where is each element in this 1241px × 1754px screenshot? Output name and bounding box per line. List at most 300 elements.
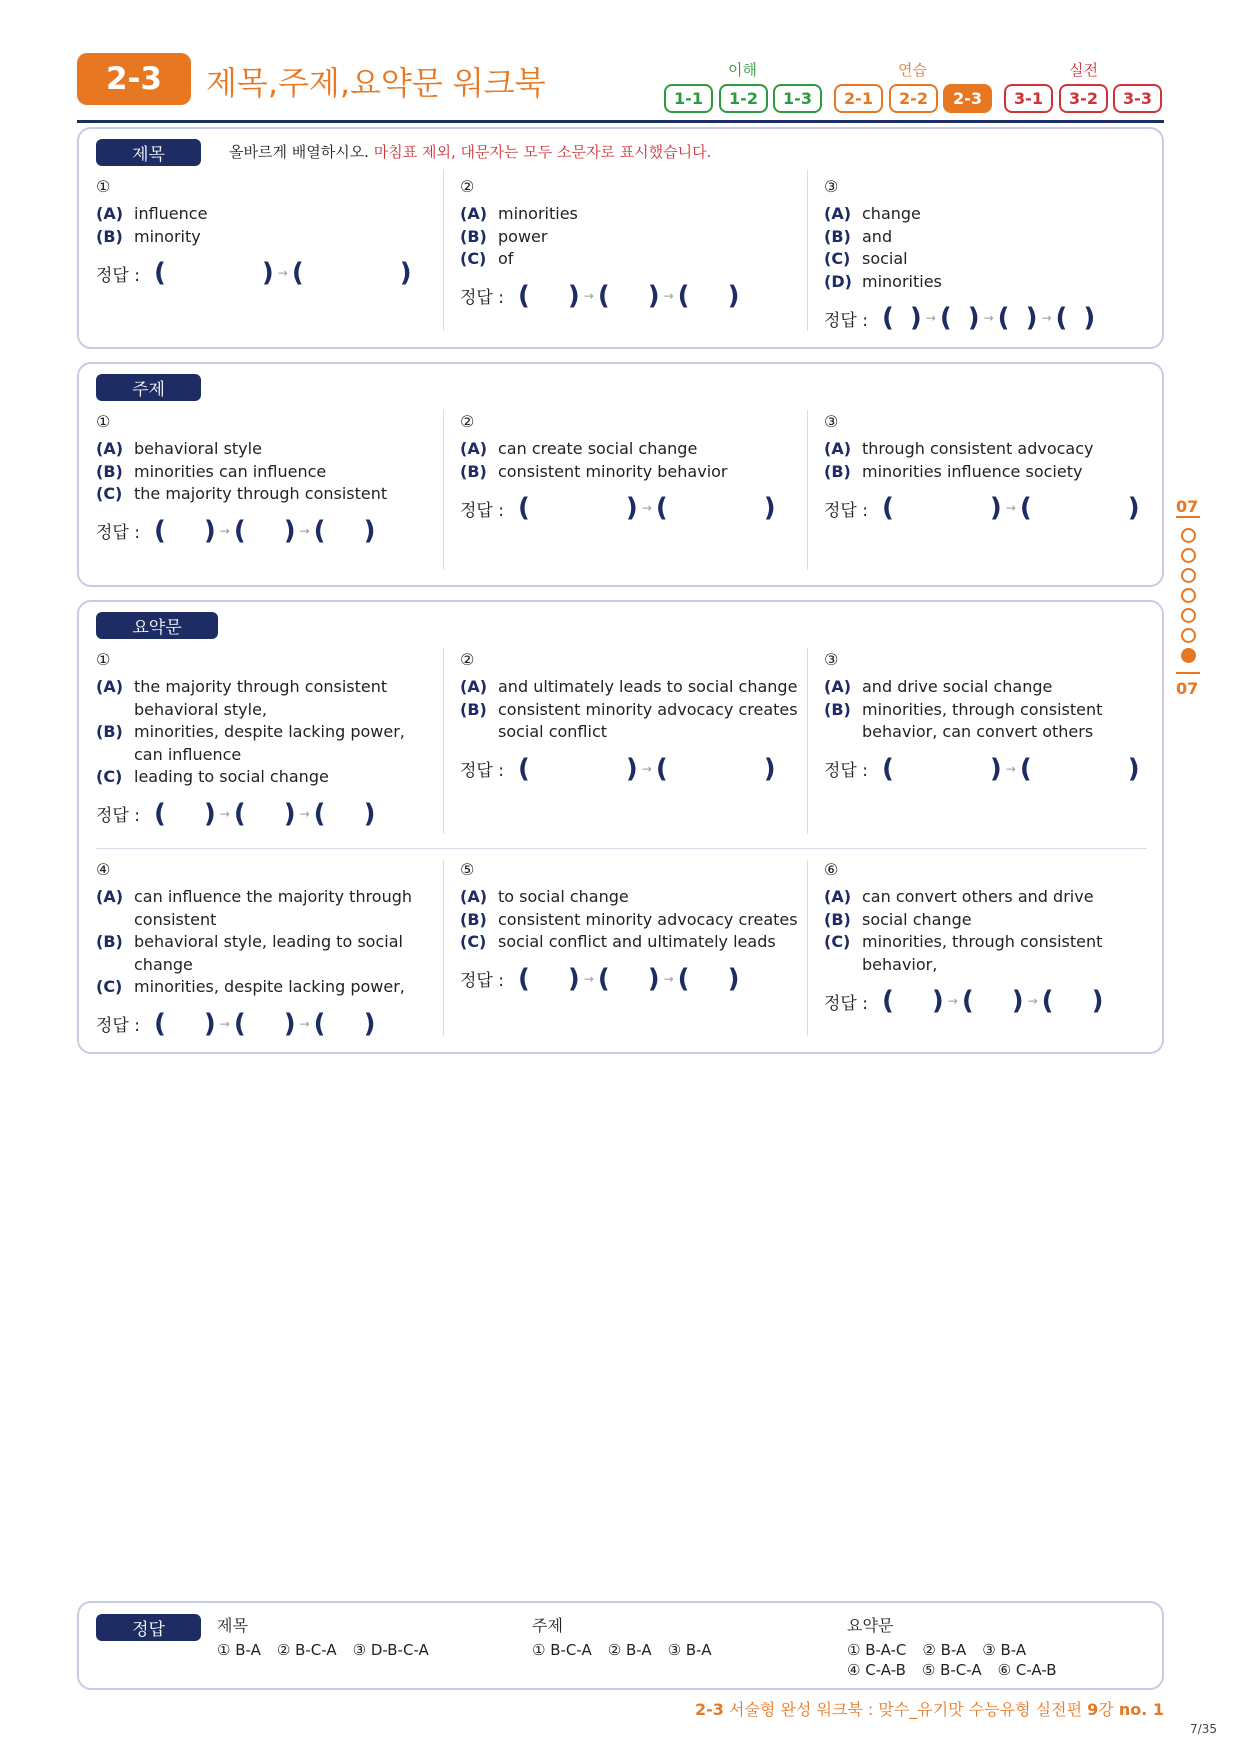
side-page-number-bottom: 07 xyxy=(1176,679,1199,698)
paren-open: ( xyxy=(1055,303,1068,334)
option-item xyxy=(460,438,800,461)
option-text: consistent minority advocacy creates xyxy=(498,909,798,929)
arrow-icon: → xyxy=(641,761,652,776)
answer-blank-row[interactable] xyxy=(460,493,800,523)
option-item xyxy=(96,438,436,461)
option-item xyxy=(96,931,436,976)
footer-lecture-suffix: 강 xyxy=(1098,1700,1114,1719)
topic-question-1 xyxy=(96,412,436,546)
option-label: (A) xyxy=(460,204,488,223)
paren-open: ( xyxy=(597,280,610,311)
paren-close: ) xyxy=(363,1008,376,1039)
option-item xyxy=(96,676,436,721)
nav-button-3-1[interactable]: 3-1 xyxy=(1004,84,1053,113)
paren-open: ( xyxy=(313,1008,326,1039)
option-text: minorities, despite lacking power, xyxy=(134,977,405,997)
option-item xyxy=(824,461,1164,484)
summary-section xyxy=(77,600,1164,1054)
footer xyxy=(695,1697,1164,1720)
option-item xyxy=(824,909,1164,932)
answer-blank-row[interactable] xyxy=(824,493,1164,523)
paren-open: ( xyxy=(997,303,1010,334)
nav-group-understand: 이해 xyxy=(728,61,757,79)
option-item xyxy=(96,766,436,789)
answer-label: 정답 : xyxy=(96,265,140,286)
paren-open: ( xyxy=(153,515,166,546)
option-item xyxy=(460,203,800,226)
option-label: (B) xyxy=(96,722,123,742)
option-item xyxy=(96,976,436,999)
option-item xyxy=(460,886,800,909)
paren-open: ( xyxy=(153,798,166,829)
summary-question-2 xyxy=(460,650,800,784)
option-text: minorities, through consistent behavior, can convert others xyxy=(862,699,1103,742)
paren-close: ) xyxy=(625,753,638,784)
option-item xyxy=(824,676,1164,699)
arrow-icon: → xyxy=(299,1016,310,1031)
paren-open: ( xyxy=(517,280,530,311)
arrow-icon: → xyxy=(219,1016,230,1031)
column-divider xyxy=(807,169,808,331)
option-item xyxy=(96,203,436,226)
column-divider xyxy=(443,169,444,331)
arrow-icon: → xyxy=(1041,311,1052,326)
answer-label: 정답 : xyxy=(824,500,868,521)
paren-close: ) xyxy=(567,280,580,311)
arrow-icon: → xyxy=(641,501,652,516)
option-text: minorities xyxy=(862,271,942,291)
option-label: (A) xyxy=(824,677,852,696)
paren-open: ( xyxy=(313,515,326,546)
option-item xyxy=(824,248,1164,271)
nav-button-1-2[interactable]: 1-2 xyxy=(719,84,768,113)
paren-close: ) xyxy=(283,1008,296,1039)
option-text: influence xyxy=(134,204,208,223)
option-text: social conflict and ultimately leads xyxy=(498,932,776,952)
column-divider xyxy=(443,860,444,1036)
paren-close: ) xyxy=(625,493,638,524)
answer-label: 정답 : xyxy=(96,523,140,544)
option-text: behavioral style xyxy=(134,439,262,458)
nav-button-1-1[interactable]: 1-1 xyxy=(664,84,713,113)
option-text: of xyxy=(498,249,514,269)
title-question-1 xyxy=(96,177,436,288)
paren-close: ) xyxy=(283,515,296,546)
option-item xyxy=(460,931,800,954)
answer-label: 정답 : xyxy=(824,761,868,782)
option-label: (B) xyxy=(824,699,851,719)
answer-blank-row[interactable] xyxy=(96,258,436,288)
nav-button-2-1[interactable]: 2-1 xyxy=(834,84,883,113)
arrow-icon: → xyxy=(1027,994,1038,1009)
option-text: social xyxy=(862,249,908,269)
option-label: (A) xyxy=(460,887,488,906)
answer-key-topic xyxy=(532,1613,727,1660)
answer-label: 정답 : xyxy=(824,310,868,331)
summary-question-6 xyxy=(824,860,1164,1016)
option-text: can convert others and drive xyxy=(862,887,1094,906)
option-item xyxy=(824,886,1164,909)
arrow-icon: → xyxy=(1005,501,1016,516)
paren-open: ( xyxy=(1019,753,1032,784)
title-section xyxy=(77,127,1164,349)
option-text: change xyxy=(862,204,921,223)
arrow-icon: → xyxy=(299,523,310,538)
option-item xyxy=(96,226,436,249)
page-title: 제목,주제,요약문 워크북 xyxy=(206,64,546,102)
option-label: (A) xyxy=(96,204,124,223)
option-label: (C) xyxy=(460,932,487,952)
summary-question-4 xyxy=(96,860,436,1039)
progress-dot-icon xyxy=(1181,528,1196,543)
paren-open: ( xyxy=(677,963,690,994)
option-item xyxy=(824,438,1164,461)
paren-close: ) xyxy=(1025,303,1038,334)
answer-blank-row[interactable] xyxy=(824,303,1164,333)
paren-open: ( xyxy=(597,963,610,994)
paren-close: ) xyxy=(399,258,412,289)
question-number: ① xyxy=(96,412,111,431)
title-question-2 xyxy=(460,177,800,311)
side-rule xyxy=(1176,672,1200,674)
topic-question-3 xyxy=(824,412,1164,523)
paren-close: ) xyxy=(763,753,776,784)
side-rule xyxy=(1176,516,1200,518)
option-text: and ultimately leads to social change xyxy=(498,677,798,696)
row-divider xyxy=(96,848,1147,849)
option-text: through consistent advocacy xyxy=(862,439,1094,458)
option-label: (A) xyxy=(96,887,124,906)
option-label: (B) xyxy=(460,909,487,929)
answer-key-line xyxy=(847,1660,1073,1680)
arrow-icon: → xyxy=(219,523,230,538)
summary-question-5 xyxy=(460,860,800,994)
question-number: ② xyxy=(460,177,475,196)
summary-question-3 xyxy=(824,650,1164,784)
answer-key-heading: 제목 xyxy=(217,1616,248,1635)
option-text: leading to social change xyxy=(134,767,329,787)
nav-button-2-2[interactable]: 2-2 xyxy=(889,84,938,113)
instruction-main: 올바르게 배열하시오. xyxy=(229,143,369,161)
option-label: (B) xyxy=(96,461,123,481)
title-question-3 xyxy=(824,177,1164,333)
section-tag-topic: 주제 xyxy=(96,374,201,401)
paren-close: ) xyxy=(1127,753,1140,784)
option-label: (C) xyxy=(96,484,123,504)
option-label: (B) xyxy=(824,461,851,481)
option-text: minorities, despite lacking power, can influence xyxy=(134,722,405,764)
arrow-icon: → xyxy=(663,971,674,986)
option-item xyxy=(460,248,800,271)
answer-blank-row[interactable] xyxy=(460,281,800,311)
column-divider xyxy=(807,648,808,834)
column-divider xyxy=(443,410,444,570)
option-label: (B) xyxy=(824,909,851,929)
instruction-note: 마침표 제외, 대문자는 모두 소문자로 표시했습니다. xyxy=(373,143,712,161)
nav-group-actual: 실전 xyxy=(1069,61,1098,79)
paren-open: ( xyxy=(153,1008,166,1039)
option-item xyxy=(824,226,1164,249)
paren-open: ( xyxy=(517,963,530,994)
footer-code: 2-3 xyxy=(695,1700,724,1719)
arrow-icon: → xyxy=(583,288,594,303)
progress-dot-icon xyxy=(1181,568,1196,583)
option-label: (C) xyxy=(824,932,851,952)
nav-button-3-2[interactable]: 3-2 xyxy=(1059,84,1108,113)
paren-close: ) xyxy=(727,963,740,994)
paren-open: ( xyxy=(881,753,894,784)
summary-question-1 xyxy=(96,650,436,829)
paren-close: ) xyxy=(1083,303,1096,334)
option-item xyxy=(460,676,800,699)
nav-button-2-3-active[interactable]: 2-3 xyxy=(943,84,992,113)
paren-open: ( xyxy=(655,493,668,524)
option-item xyxy=(824,699,1164,744)
question-number: ① xyxy=(96,650,111,669)
answer-blank-row[interactable] xyxy=(824,754,1164,784)
answer-blank-row[interactable] xyxy=(824,986,1164,1016)
answer-key-line xyxy=(217,1640,445,1660)
paren-open: ( xyxy=(291,258,304,289)
option-label: (A) xyxy=(824,204,852,223)
option-text: minorities can influence xyxy=(134,461,327,481)
answer-label: 정답 : xyxy=(96,1016,140,1037)
paren-close: ) xyxy=(1127,493,1140,524)
option-item xyxy=(96,721,436,766)
option-label: (A) xyxy=(460,439,488,458)
footer-lecture-number: 9 xyxy=(1087,1700,1099,1719)
paren-close: ) xyxy=(567,963,580,994)
answer-key-entry: ① B-A-C xyxy=(847,1641,907,1659)
footer-text: 서술형 완성 워크북 : 맞수_유기맛 수능유형 실전편 xyxy=(729,1700,1083,1719)
paren-close: ) xyxy=(647,280,660,311)
question-number: ④ xyxy=(96,860,111,879)
nav-group-practice: 연습 xyxy=(898,61,927,79)
progress-dot-icon xyxy=(1181,548,1196,563)
arrow-icon: → xyxy=(947,994,958,1009)
option-label: (B) xyxy=(824,226,851,246)
paren-open: ( xyxy=(881,986,894,1017)
paren-open: ( xyxy=(517,753,530,784)
option-label: (B) xyxy=(460,226,487,246)
option-text: consistent minority behavior xyxy=(498,461,728,481)
answer-label: 정답 : xyxy=(460,500,504,521)
option-label: (A) xyxy=(824,439,852,458)
option-text: and drive social change xyxy=(862,677,1053,696)
answer-blank-row[interactable] xyxy=(460,964,800,994)
paren-open: ( xyxy=(1019,493,1032,524)
paren-open: ( xyxy=(881,493,894,524)
progress-dot-filled-icon xyxy=(1181,648,1196,663)
paren-close: ) xyxy=(727,280,740,311)
paren-open: ( xyxy=(517,493,530,524)
question-number: ③ xyxy=(824,177,839,196)
answer-key-entry: ③ B-A xyxy=(667,1641,712,1659)
section-tag-title: 제목 xyxy=(96,139,201,166)
progress-dot-icon xyxy=(1181,588,1196,603)
arrow-icon: → xyxy=(1005,761,1016,776)
paren-open: ( xyxy=(153,258,166,289)
topic-question-2 xyxy=(460,412,800,523)
option-item xyxy=(460,909,800,932)
option-text: the majority through consistent behavioral style, xyxy=(134,677,388,719)
answer-label: 정답 : xyxy=(460,288,504,309)
option-text: social change xyxy=(862,909,972,929)
option-label: (A) xyxy=(96,677,124,696)
option-text: minorities, through consistent behavior, xyxy=(862,932,1103,974)
arrow-icon: → xyxy=(277,266,288,281)
option-text: behavioral style, leading to social change xyxy=(134,932,403,974)
paren-open: ( xyxy=(1041,986,1054,1017)
paren-close: ) xyxy=(261,258,274,289)
option-text: minority xyxy=(134,226,201,246)
answer-key-entry: ① B-C-A xyxy=(532,1641,592,1659)
topic-section xyxy=(77,362,1164,587)
footer-no: no. 1 xyxy=(1118,1700,1164,1719)
question-number: ② xyxy=(460,650,475,669)
option-label: (D) xyxy=(824,271,852,291)
option-item xyxy=(96,483,436,506)
page-number: 7/35 xyxy=(1190,1722,1217,1736)
progress-dot-icon xyxy=(1181,608,1196,623)
option-text: and xyxy=(862,226,893,246)
answer-key-tag: 정답 xyxy=(96,1614,201,1641)
answer-key-entry: ① B-A xyxy=(217,1641,261,1659)
paren-close: ) xyxy=(283,798,296,829)
option-item xyxy=(460,699,800,744)
answer-label: 정답 : xyxy=(824,993,868,1014)
answer-key-entry: ④ C-A-B xyxy=(847,1661,906,1679)
answer-key-entry: ⑤ B-C-A xyxy=(921,1661,982,1679)
option-text: can influence the majority through consistent xyxy=(134,887,413,929)
paren-close: ) xyxy=(203,515,216,546)
option-text: to social change xyxy=(498,887,629,906)
answer-label: 정답 : xyxy=(460,971,504,992)
answer-key-entry: ② B-A xyxy=(922,1641,967,1659)
question-number: ③ xyxy=(824,650,839,669)
paren-close: ) xyxy=(363,798,376,829)
paren-close: ) xyxy=(1091,986,1104,1017)
lesson-code-badge: 2-3 xyxy=(77,53,191,105)
nav-button-3-3[interactable]: 3-3 xyxy=(1113,84,1162,113)
paren-close: ) xyxy=(967,303,980,334)
instruction xyxy=(229,141,711,162)
option-item xyxy=(460,461,800,484)
answer-key-line xyxy=(532,1640,727,1660)
arrow-icon: → xyxy=(663,288,674,303)
paren-close: ) xyxy=(203,798,216,829)
question-number: ⑥ xyxy=(824,860,839,879)
option-text: power xyxy=(498,226,548,246)
paren-open: ( xyxy=(655,753,668,784)
option-label: (C) xyxy=(96,977,123,997)
option-item xyxy=(824,203,1164,226)
paren-open: ( xyxy=(313,798,326,829)
arrow-icon: → xyxy=(219,806,230,821)
answer-key-entry: ⑥ C-A-B xyxy=(997,1661,1057,1679)
arrow-icon: → xyxy=(299,806,310,821)
paren-open: ( xyxy=(961,986,974,1017)
answer-key-box xyxy=(77,1601,1164,1690)
answer-blank-row[interactable] xyxy=(460,754,800,784)
option-item xyxy=(96,461,436,484)
option-label: (A) xyxy=(96,439,124,458)
answer-blank-row[interactable] xyxy=(96,1009,436,1039)
option-label: (C) xyxy=(824,249,851,269)
arrow-icon: → xyxy=(583,971,594,986)
option-text: consistent minority advocacy creates social conflict xyxy=(498,699,798,742)
paren-close: ) xyxy=(989,493,1002,524)
paren-close: ) xyxy=(909,303,922,334)
column-divider xyxy=(443,648,444,834)
arrow-icon: → xyxy=(983,311,994,326)
paren-open: ( xyxy=(233,798,246,829)
paren-close: ) xyxy=(647,963,660,994)
paren-close: ) xyxy=(763,493,776,524)
option-label: (A) xyxy=(824,887,852,906)
arrow-icon: → xyxy=(925,311,936,326)
paren-open: ( xyxy=(677,280,690,311)
paren-close: ) xyxy=(1011,986,1024,1017)
answer-key-heading: 주제 xyxy=(532,1616,563,1635)
side-page-number-top: 07 xyxy=(1176,497,1199,516)
question-number: ③ xyxy=(824,412,839,431)
answer-key-title xyxy=(217,1613,445,1660)
nav-button-1-3[interactable]: 1-3 xyxy=(773,84,822,113)
answer-label: 정답 : xyxy=(460,761,504,782)
option-text: the majority through consistent xyxy=(134,484,388,504)
option-item xyxy=(460,226,800,249)
answer-label: 정답 : xyxy=(96,806,140,827)
progress-dot-icon xyxy=(1181,628,1196,643)
option-item xyxy=(824,271,1164,294)
paren-open: ( xyxy=(233,515,246,546)
paren-close: ) xyxy=(203,1008,216,1039)
answer-key-heading: 요약문 xyxy=(847,1616,894,1635)
option-label: (B) xyxy=(96,226,123,246)
question-number: ⑤ xyxy=(460,860,475,879)
paren-open: ( xyxy=(233,1008,246,1039)
option-label: (A) xyxy=(460,677,488,696)
paren-close: ) xyxy=(989,753,1002,784)
header-divider xyxy=(77,120,1164,123)
option-label: (B) xyxy=(460,699,487,719)
option-text: minorities influence society xyxy=(862,461,1083,481)
question-number: ① xyxy=(96,177,111,196)
option-item xyxy=(96,886,436,931)
option-label: (C) xyxy=(96,767,123,787)
option-label: (B) xyxy=(96,932,123,952)
paren-close: ) xyxy=(363,515,376,546)
answer-key-entry: ③ D-B-C-A xyxy=(352,1641,429,1659)
section-tag-summary: 요약문 xyxy=(96,612,218,639)
paren-open: ( xyxy=(939,303,952,334)
paren-close: ) xyxy=(931,986,944,1017)
answer-key-line xyxy=(847,1640,1073,1660)
option-label: (C) xyxy=(460,249,487,269)
answer-key-entry: ③ B-A xyxy=(982,1641,1027,1659)
question-number: ② xyxy=(460,412,475,431)
answer-blank-row[interactable] xyxy=(96,799,436,829)
column-divider xyxy=(807,410,808,570)
column-divider xyxy=(807,860,808,1036)
option-text: minorities xyxy=(498,204,578,223)
answer-blank-row[interactable] xyxy=(96,516,436,546)
paren-open: ( xyxy=(881,303,894,334)
option-label: (B) xyxy=(460,461,487,481)
answer-key-entry: ② B-A xyxy=(607,1641,652,1659)
answer-key-summary xyxy=(847,1613,1073,1680)
